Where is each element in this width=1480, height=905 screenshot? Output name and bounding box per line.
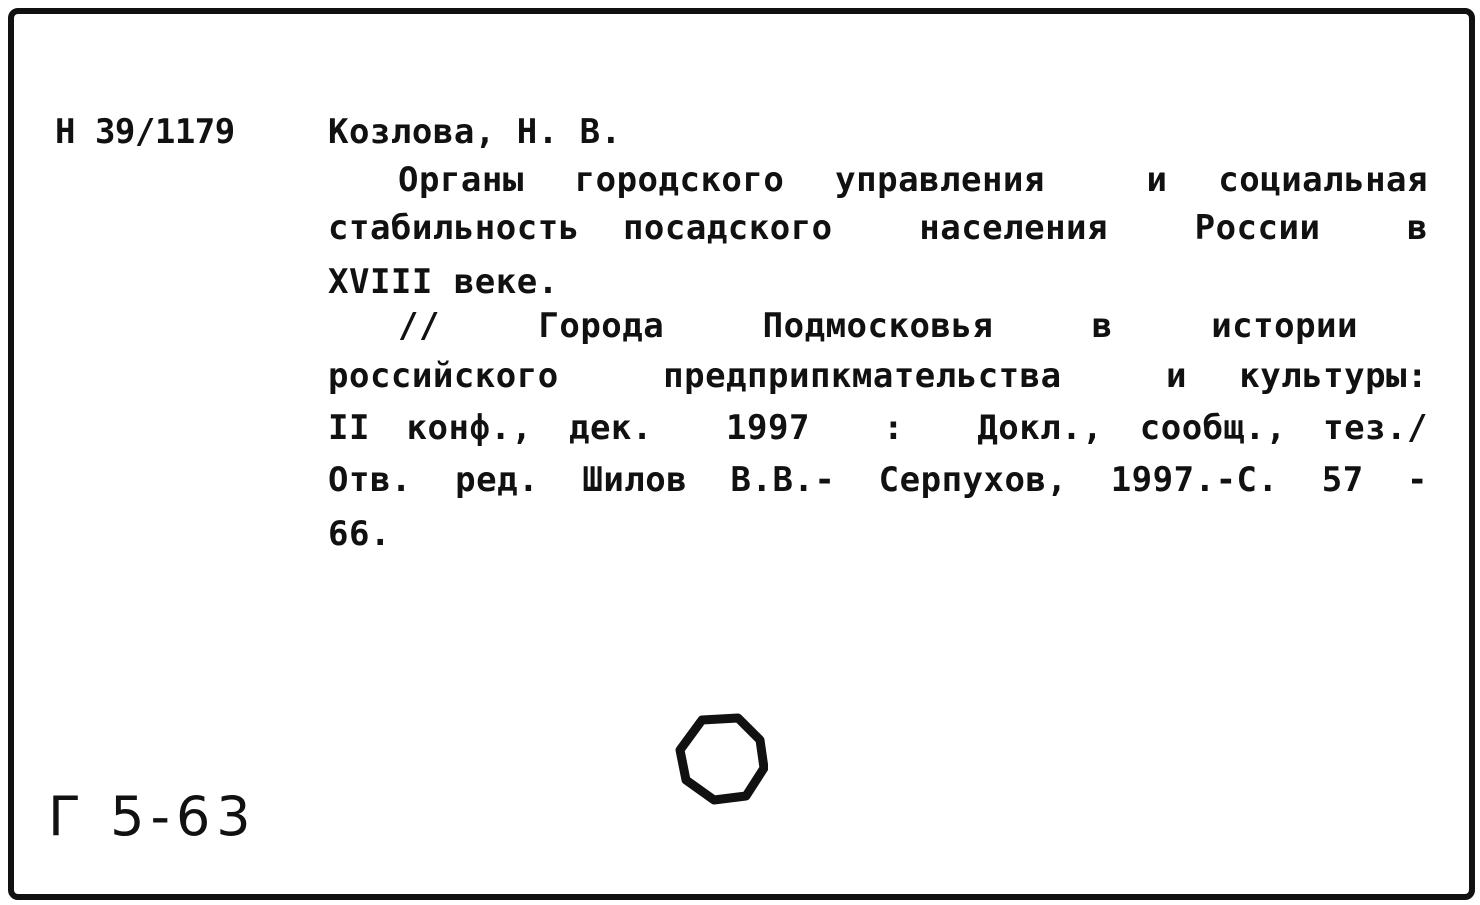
title-line-3: XVIII веке. xyxy=(328,262,559,302)
shelf-mark: Г 5-63 xyxy=(48,785,257,848)
title-line-1: Органы городского управления и социальная xyxy=(398,160,1428,200)
source-line-2: российского предприпкмательства и культуры: xyxy=(328,356,1428,396)
punch-hole xyxy=(672,710,768,806)
source-line-3: II конф., дек. 1997 : Докл., сообщ., тез./ xyxy=(328,408,1428,448)
call-number: Н 39/1179 xyxy=(55,112,235,152)
author: Козлова, Н. В. xyxy=(328,112,622,152)
source-line-4: Отв. ред. Шилов В.В.- Серпухов, 1997.-С. 57 - xyxy=(328,460,1428,500)
title-line-2: стабильность посадского населения России в xyxy=(328,208,1428,248)
source-line-5: 66. xyxy=(328,514,391,554)
source-line-1: // Города Подмосковья в истории xyxy=(398,306,1358,346)
